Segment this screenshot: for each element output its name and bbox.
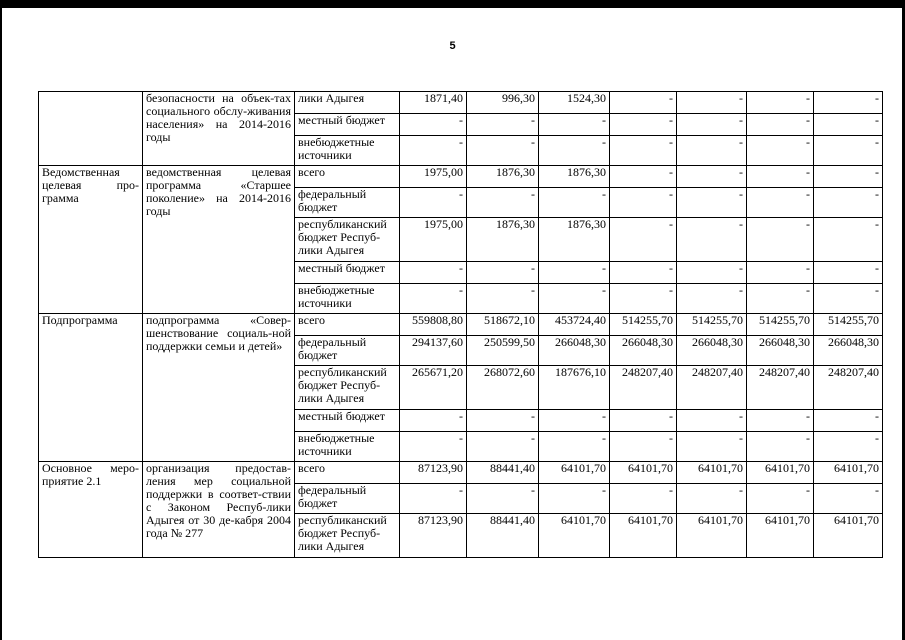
amount-cell: 64101,70 [814,514,883,558]
amount-cell: - [747,262,814,284]
amount-cell: 248207,40 [747,366,814,410]
page-left-border [0,0,2,640]
amount-cell: - [539,284,610,314]
amount-cell: 1975,00 [400,218,467,262]
amount-cell: - [610,166,677,188]
amount-cell: 266048,30 [677,336,747,366]
funding-source-cell: местный бюджет [295,114,400,136]
funding-source-cell: федеральный бюджет [295,336,400,366]
funding-source-cell: федеральный бюджет [295,484,400,514]
amount-cell: - [610,188,677,218]
funding-source-cell: внебюджетные источники [295,136,400,166]
amount-cell: - [400,262,467,284]
amount-cell: - [747,284,814,314]
amount-cell: 514255,70 [747,314,814,336]
amount-cell: - [610,218,677,262]
funding-source-cell: внебюджетные источники [295,432,400,462]
amount-cell: - [610,136,677,166]
amount-cell: - [677,92,747,114]
amount-cell: 64101,70 [747,462,814,484]
amount-cell: - [814,136,883,166]
funding-source-cell: республиканский бюджет Респуб-лики Адыгея [295,514,400,558]
amount-cell: 64101,70 [610,462,677,484]
table-row [39,314,883,336]
funding-source-cell: местный бюджет [295,410,400,432]
category-cell: Подпрограмма [39,314,143,462]
amount-cell: - [747,218,814,262]
amount-cell: - [747,166,814,188]
amount-cell: - [539,136,610,166]
amount-cell: 64101,70 [747,514,814,558]
amount-cell: 64101,70 [814,462,883,484]
amount-cell: 64101,70 [677,462,747,484]
amount-cell: - [814,218,883,262]
amount-cell: - [747,484,814,514]
description-cell: организация предостав-ления мер социальной поддержки в соответ-ствии с Законом Респуб-лики Адыгея от 30 де-кабря 2004 года № 277 [143,462,295,558]
amount-cell: 996,30 [467,92,539,114]
amount-cell: - [467,114,539,136]
funding-source-cell: лики Адыгея [295,92,400,114]
amount-cell: - [400,432,467,462]
amount-cell: 268072,60 [467,366,539,410]
amount-cell: - [467,262,539,284]
amount-cell: - [677,166,747,188]
table-row [39,166,883,188]
page-number: 5 [449,40,456,52]
amount-cell: - [677,484,747,514]
amount-cell: - [747,114,814,136]
amount-cell: - [747,92,814,114]
amount-cell: - [677,410,747,432]
amount-cell: - [814,114,883,136]
category-cell [39,92,143,166]
amount-cell: - [677,188,747,218]
amount-cell: - [467,136,539,166]
funding-source-cell: федеральный бюджет [295,188,400,218]
funding-source-cell: республиканский бюджет Респуб-лики Адыгея [295,218,400,262]
funding-source-cell: местный бюджет [295,262,400,284]
amount-cell: 559808,80 [400,314,467,336]
amount-cell: - [677,262,747,284]
amount-cell: 265671,20 [400,366,467,410]
amount-cell: - [467,188,539,218]
amount-cell: - [747,136,814,166]
amount-cell: 64101,70 [539,462,610,484]
amount-cell: - [610,114,677,136]
amount-cell: 1876,30 [467,166,539,188]
amount-cell: - [539,484,610,514]
amount-cell: - [677,218,747,262]
amount-cell: - [400,136,467,166]
amount-cell: 266048,30 [539,336,610,366]
amount-cell: - [610,262,677,284]
amount-cell: 514255,70 [814,314,883,336]
amount-cell: 187676,10 [539,366,610,410]
amount-cell: - [539,188,610,218]
amount-cell: 248207,40 [610,366,677,410]
amount-cell: 64101,70 [610,514,677,558]
amount-cell: - [677,432,747,462]
amount-cell: 266048,30 [610,336,677,366]
funding-source-cell: всего [295,314,400,336]
amount-cell: - [400,484,467,514]
amount-cell: - [539,262,610,284]
amount-cell: - [677,136,747,166]
amount-cell: 514255,70 [610,314,677,336]
amount-cell: - [467,432,539,462]
amount-cell: - [467,410,539,432]
amount-cell: 87123,90 [400,462,467,484]
amount-cell: 1876,30 [539,218,610,262]
amount-cell: - [539,410,610,432]
category-cell: Ведомственная целевая про-грамма [39,166,143,314]
funding-source-cell: внебюджетные источники [295,284,400,314]
amount-cell: 1876,30 [539,166,610,188]
amount-cell: - [814,410,883,432]
amount-cell: - [814,188,883,218]
amount-cell: - [539,114,610,136]
description-cell: безопасности на объек-тах социального обслу-живания населения» на 2014-2016 годы [143,92,295,166]
table-row [39,462,883,484]
amount-cell: 64101,70 [677,514,747,558]
amount-cell: - [747,432,814,462]
description-cell: ведомственная целевая программа «Старшее поколение» на 2014-2016 годы [143,166,295,314]
amount-cell: - [814,262,883,284]
table-row [39,92,883,114]
amount-cell: - [610,484,677,514]
amount-cell: 88441,40 [467,462,539,484]
amount-cell: - [610,92,677,114]
page-top-border [0,0,905,8]
amount-cell: 1524,30 [539,92,610,114]
amount-cell: - [747,188,814,218]
amount-cell: - [814,92,883,114]
amount-cell: - [610,432,677,462]
amount-cell: - [814,432,883,462]
amount-cell: 88441,40 [467,514,539,558]
amount-cell: 518672,10 [467,314,539,336]
amount-cell: - [610,410,677,432]
amount-cell: - [400,114,467,136]
amount-cell: 266048,30 [747,336,814,366]
amount-cell: 250599,50 [467,336,539,366]
amount-cell: - [400,188,467,218]
amount-cell: - [814,166,883,188]
amount-cell: 266048,30 [814,336,883,366]
amount-cell: - [610,284,677,314]
amount-cell: - [400,284,467,314]
amount-cell: 1975,00 [400,166,467,188]
amount-cell: - [677,114,747,136]
funding-source-cell: республиканский бюджет Респуб-лики Адыгея [295,366,400,410]
funding-source-cell: всего [295,462,400,484]
amount-cell: - [467,284,539,314]
amount-cell: - [467,484,539,514]
amount-cell: - [814,484,883,514]
category-cell: Основное меро-приятие 2.1 [39,462,143,558]
amount-cell: - [747,410,814,432]
amount-cell: 1871,40 [400,92,467,114]
amount-cell: - [400,410,467,432]
amount-cell: 248207,40 [677,366,747,410]
amount-cell: - [677,284,747,314]
amount-cell: - [539,432,610,462]
amount-cell: 87123,90 [400,514,467,558]
budget-table [38,91,883,558]
budget-table-body [39,92,883,558]
amount-cell: - [814,284,883,314]
amount-cell: 514255,70 [677,314,747,336]
amount-cell: 248207,40 [814,366,883,410]
amount-cell: 64101,70 [539,514,610,558]
amount-cell: 453724,40 [539,314,610,336]
amount-cell: 294137,60 [400,336,467,366]
amount-cell: 1876,30 [467,218,539,262]
description-cell: подпрограмма «Совер-шенствование социаль-ной поддержки семьи и детей» [143,314,295,462]
funding-source-cell: всего [295,166,400,188]
